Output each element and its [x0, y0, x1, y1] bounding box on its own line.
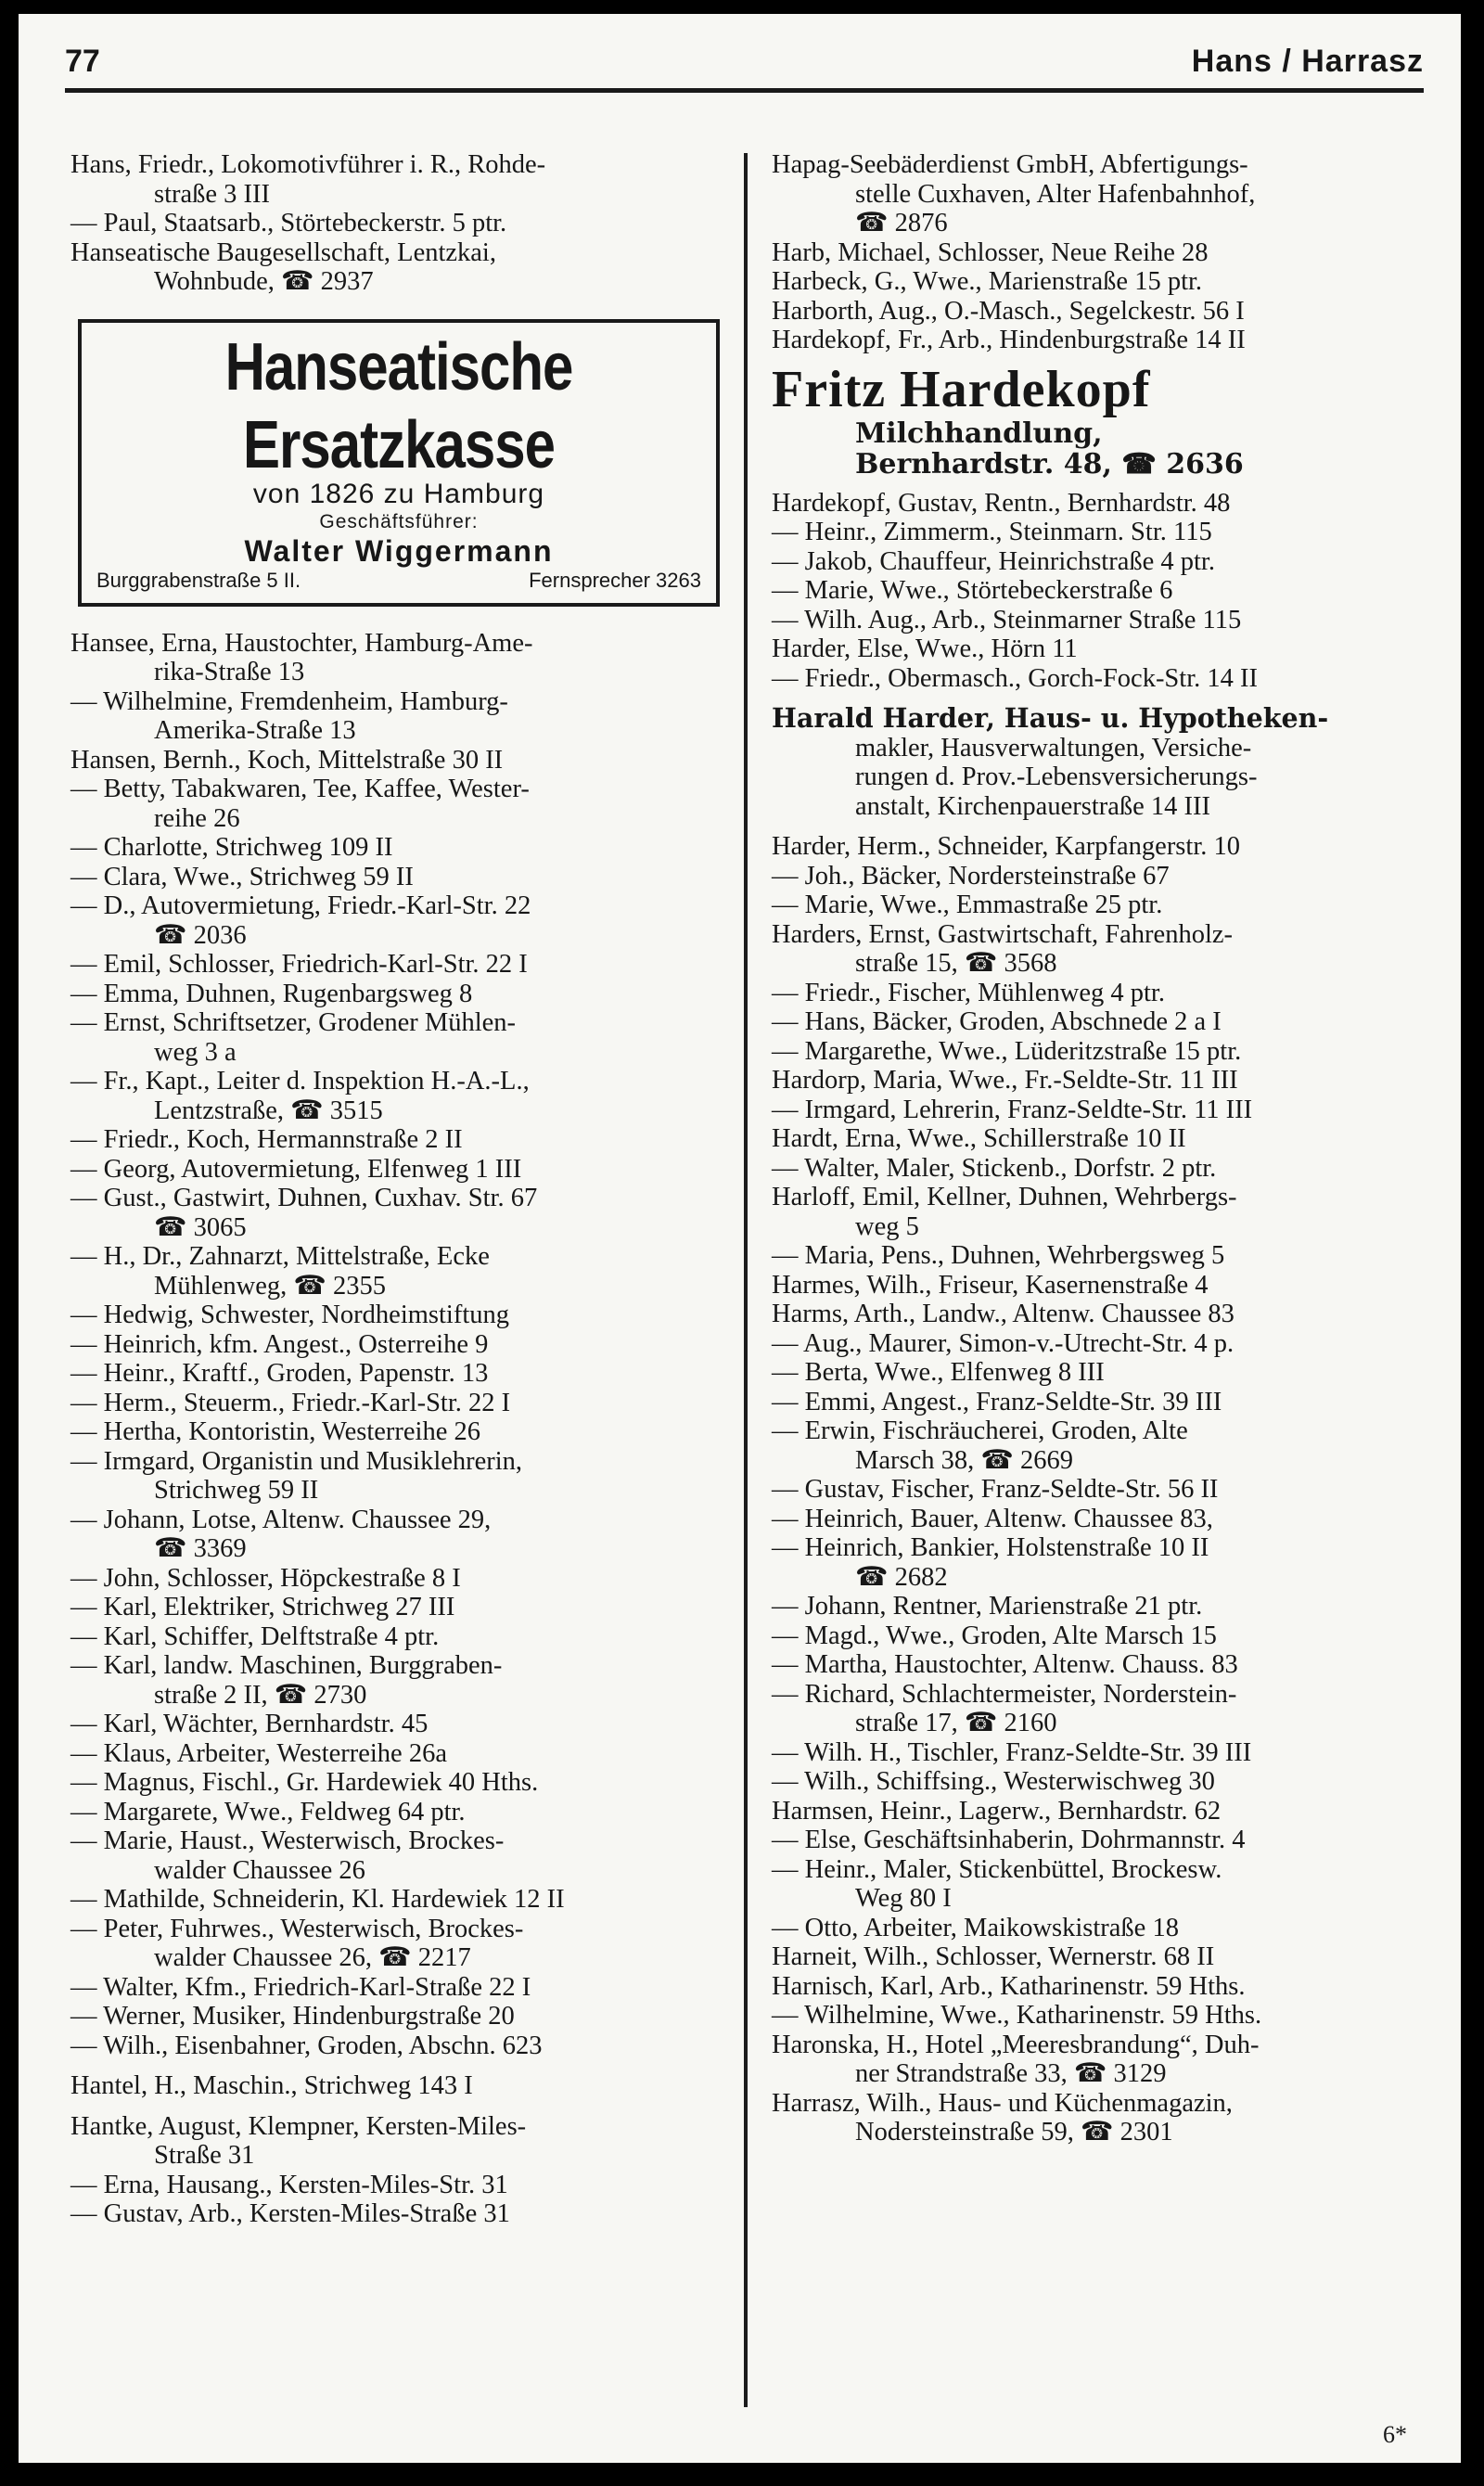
- directory-entry: [70, 238, 748, 297]
- entry-line: — Klaus, Arbeiter, Westerreihe 26a: [70, 1738, 447, 1768]
- directory-entry: [70, 1768, 748, 1798]
- entry-line: — Ernst, Schriftsetzer, Grodener Mühlen-: [70, 1008, 517, 1037]
- entry-line: Haronska, H., Hotel „Meeresbrandung“, Duh-: [772, 2030, 1260, 2059]
- entry-line: Hansen, Bernh., Koch, Mittelstraße 30 II: [70, 745, 504, 775]
- entry-continuation-line: Strichweg 59 II: [154, 1476, 319, 1505]
- directory-entry: [70, 1067, 748, 1125]
- directory-entry: [70, 833, 748, 863]
- directory-entry: [70, 1973, 748, 2003]
- directory-entry: [772, 1300, 1428, 1329]
- entry-line: — Heinr., Maler, Stickenbüttel, Brockesw.: [772, 1854, 1222, 1884]
- entry-continuation-line: Marsch 38, ☎ 2669: [855, 1445, 1073, 1475]
- directory-entry: [772, 606, 1428, 635]
- directory-entry: [772, 1738, 1428, 1768]
- signature-mark: 6*: [1383, 2421, 1407, 2448]
- entry-line: — Fr., Kapt., Leiter d. Inspektion H.-A.-L.,: [70, 1067, 530, 1096]
- entry-line: — Betty, Tabakwaren, Tee, Kaffee, Wester-: [70, 775, 530, 803]
- ad-fritz-business: Milchhandlung,: [855, 416, 1103, 450]
- directory-entry: [70, 1651, 748, 1710]
- entry-line: — Irmgard, Organistin und Musiklehrerin,: [70, 1446, 523, 1476]
- entry-line: Hantel, H., Maschin., Strichweg 143 I: [70, 2071, 473, 2100]
- entry-line: — Martha, Haustochter, Altenw. Chauss. 83: [772, 1650, 1238, 1679]
- ad-address: Burggrabenstraße 5 II.: [96, 568, 301, 592]
- directory-entry: [772, 1475, 1428, 1505]
- directory-entry: [772, 1592, 1428, 1621]
- entry-continuation-line: ☎ 2036: [154, 920, 247, 950]
- entry-continuation-line: ☎ 3369: [154, 1534, 247, 1563]
- directory-entry: [70, 1915, 748, 1973]
- directory-entry: [70, 980, 748, 1009]
- entry-line: — Erna, Hausang., Kersten-Miles-Str. 31: [70, 2170, 508, 2199]
- directory-entry: [772, 1096, 1428, 1125]
- directory-entry: [772, 979, 1428, 1008]
- directory-entry: [772, 1154, 1428, 1184]
- entry-line: Harloff, Emil, Kellner, Duhnen, Wehrbergs-: [772, 1183, 1237, 1211]
- entry-line: — Johann, Lotse, Altenw. Chaussee 29,: [70, 1505, 492, 1534]
- entry-line: Harmsen, Heinr., Lagerw., Bernhardstr. 62: [772, 1796, 1222, 1826]
- advertisement-hanseatische-ersatzkasse: [78, 319, 720, 607]
- ad-contact-row: [96, 568, 701, 594]
- entry-line: Hardekopf, Fr., Arb., Hindenburgstraße 14 II: [772, 326, 1246, 354]
- directory-entry: [70, 1330, 748, 1360]
- entry-line: — Joh., Bäcker, Nordersteinstraße 67: [772, 861, 1170, 891]
- directory-entry: [70, 629, 748, 687]
- entry-gap: [70, 2060, 748, 2071]
- entry-line: — Maria, Pens., Duhnen, Wehrbergsweg 5: [772, 1241, 1225, 1270]
- entry-line: — Wilh., Schiffsing., Westerwischweg 30: [772, 1767, 1215, 1796]
- directory-entry: [772, 547, 1428, 577]
- entry-line: — Erwin, Fischräucherei, Groden, Alte: [772, 1416, 1188, 1445]
- directory-entry: [772, 1388, 1428, 1417]
- entry-line: — D., Autovermietung, Friedr.-Karl-Str. 22: [70, 891, 531, 920]
- entry-line: Harder, Herm., Schneider, Karpfangerstr. 10: [772, 832, 1240, 861]
- entry-line: Hapag-Seebäderdienst GmbH, Abfertigungs-: [772, 150, 1248, 179]
- entry-line: — Margarethe, Wwe., Lüderitzstraße 15 ptr.: [772, 1036, 1242, 1066]
- entry-line: — H., Dr., Zahnarzt, Mittelstraße, Ecke: [70, 1242, 490, 1271]
- directory-entry: [70, 1155, 748, 1185]
- entry-continuation-line: Mühlenweg, ☎ 2355: [154, 1271, 387, 1301]
- entry-line: — Walter, Kfm., Friedrich-Karl-Straße 22 I: [70, 1972, 531, 2002]
- entry-line: — Heinrich, Bauer, Altenw. Chaussee 83,: [772, 1504, 1213, 1533]
- directory-entry: [772, 326, 1428, 355]
- directory-entry: [772, 704, 1428, 821]
- directory-entry: [70, 746, 748, 775]
- entry-gap: [772, 821, 1428, 832]
- ad-title: Hanseatische Ersatzkasse: [224, 328, 573, 482]
- entry-line: — Jakob, Chauffeur, Heinrichstraße 4 ptr.: [772, 546, 1215, 576]
- entry-continuation-line: ☎ 2876: [855, 209, 948, 237]
- directory-entry: [772, 238, 1428, 268]
- directory-entry: [772, 489, 1428, 519]
- entry-line: Harneit, Wilh., Schlosser, Wernerstr. 68 II: [772, 1942, 1215, 1971]
- entry-line: — Hedwig, Schwester, Nordheimstiftung: [70, 1301, 509, 1329]
- entry-line: — Karl, Schiffer, Delftstraße 4 ptr.: [70, 1621, 440, 1651]
- entry-line: — Margarete, Wwe., Feldweg 64 ptr.: [70, 1797, 466, 1826]
- ad-fritz-name: Fritz Hardekopf: [772, 360, 1151, 418]
- directory-entry: [70, 1798, 748, 1827]
- directory-entry: [70, 2071, 748, 2101]
- right-column-entries: [772, 489, 1428, 2147]
- entry-line: — Friedr., Koch, Hermannstraße 2 II: [70, 1125, 463, 1154]
- entry-line: — Marie, Wwe., Störtebeckerstraße 6: [772, 576, 1173, 605]
- entry-line: — Heinrich, Bankier, Holstenstraße 10 II: [772, 1533, 1209, 1562]
- directory-entry: [772, 1942, 1428, 1972]
- entry-continuation-line: Weg 80 I: [855, 1884, 952, 1913]
- entry-line: — Richard, Schlachtermeister, Norderstein-: [772, 1679, 1237, 1709]
- right-column-top-entries: [772, 150, 1428, 355]
- directory-entry: [772, 1533, 1428, 1592]
- directory-entry: [772, 1680, 1428, 1738]
- directory-entry: [772, 150, 1428, 238]
- left-column-entries: [70, 629, 748, 2229]
- entry-line: Hans, Friedr., Lokomotivführer i. R., Rohde-: [70, 150, 546, 179]
- directory-entry: [772, 862, 1428, 891]
- directory-entry: [70, 150, 748, 209]
- entry-line: Harmes, Wilh., Friseur, Kasernenstraße 4: [772, 1270, 1209, 1300]
- entry-line: — Marie, Haust., Westerwisch, Brockes-: [70, 1826, 505, 1855]
- entry-line: — Emmi, Angest., Franz-Seldte-Str. 39 III: [772, 1387, 1222, 1416]
- directory-entry: [772, 832, 1428, 862]
- directory-entry: [772, 2031, 1428, 2089]
- entry-continuation-line: walder Chaussee 26: [154, 1855, 365, 1885]
- entry-line: Hardekopf, Gustav, Rentn., Bernhardstr. 48: [772, 488, 1231, 518]
- entry-line: — Heinr., Zimmerm., Steinmarn. Str. 115: [772, 518, 1212, 546]
- entry-continuation-line: Amerika-Straße 13: [154, 716, 356, 745]
- directory-entry: [772, 1241, 1428, 1271]
- entry-line: Hantke, August, Klempner, Kersten-Miles-: [70, 2111, 527, 2141]
- ad-subtitle: von 1826 zu Hamburg: [252, 478, 545, 509]
- entry-line: — Otto, Arbeiter, Maikowskistraße 18: [772, 1913, 1179, 1942]
- directory-entry: [772, 1972, 1428, 2002]
- entry-continuation-line: Nodersteinstraße 59, ☎ 2301: [855, 2118, 1173, 2146]
- entry-line: — Friedr., Fischer, Mühlenweg 4 ptr.: [772, 978, 1165, 1007]
- entry-line: — Heinrich, kfm. Angest., Osterreihe 9: [70, 1329, 489, 1359]
- entry-line: — Hertha, Kontoristin, Westerreihe 26: [70, 1417, 480, 1446]
- entry-continuation-line: walder Chaussee 26, ☎ 2217: [154, 1943, 471, 1972]
- left-column-top-entries: [70, 150, 748, 297]
- directory-page: [19, 14, 1461, 2463]
- directory-entry: [70, 1564, 748, 1594]
- directory-entry: [772, 2001, 1428, 2031]
- directory-entry: [70, 1184, 748, 1242]
- directory-entry: [70, 1885, 748, 1915]
- entry-continuation-line: makler, Hausverwaltungen, Versiche-: [855, 733, 1252, 762]
- entry-line: — Gust., Gastwirt, Duhnen, Cuxhav. Str. 67: [70, 1184, 538, 1212]
- entry-line: — Berta, Wwe., Elfenweg 8 III: [772, 1358, 1105, 1387]
- directory-entry: [70, 1008, 748, 1067]
- directory-entry: [772, 664, 1428, 694]
- directory-entry: [70, 2031, 748, 2061]
- page-number: 77: [65, 44, 100, 79]
- directory-entry: [70, 775, 748, 833]
- directory-entry: [70, 1593, 748, 1622]
- directory-entry: [772, 1358, 1428, 1388]
- entry-line: Hardorp, Maria, Wwe., Fr.-Seldte-Str. 11 III: [772, 1066, 1238, 1095]
- entry-line: — Herm., Steuerm., Friedr.-Karl-Str. 22 I: [70, 1388, 511, 1417]
- directory-entry: [70, 2199, 748, 2229]
- directory-entry: [772, 634, 1428, 664]
- entry-line: — Wilh. H., Tischler, Franz-Seldte-Str. 39 III: [772, 1737, 1252, 1767]
- directory-entry: [70, 1739, 748, 1769]
- directory-entry: [772, 1767, 1428, 1797]
- entry-line: — Clara, Wwe., Strichweg 59 II: [70, 862, 414, 891]
- entry-continuation-line: straße 2 II, ☎ 2730: [154, 1680, 367, 1710]
- entry-line: — Aug., Maurer, Simon-v.-Utrecht-Str. 4 p.: [772, 1328, 1235, 1358]
- entry-continuation-line: stelle Cuxhaven, Alter Hafenbahnhof,: [855, 179, 1256, 209]
- directory-entry: [70, 1417, 748, 1447]
- directory-entry: [70, 687, 748, 746]
- entry-line: — Else, Geschäftsinhaberin, Dohrmannstr. 4: [772, 1826, 1246, 1854]
- entry-line: — Peter, Fuhrwes., Westerwisch, Brockes-: [70, 1914, 524, 1943]
- entry-continuation-line: Straße 31: [154, 2141, 255, 2170]
- directory-entry: [70, 1447, 748, 1506]
- directory-entry: [70, 1622, 748, 1652]
- entry-line: — Georg, Autovermietung, Elfenweg 1 III: [70, 1154, 522, 1184]
- directory-entry: [70, 1389, 748, 1418]
- directory-entry: [772, 576, 1428, 606]
- directory-entry: [772, 267, 1428, 297]
- entry-line: — Charlotte, Strichweg 109 II: [70, 833, 393, 862]
- entry-continuation-line: weg 5: [855, 1211, 919, 1241]
- entry-line: Hanseatische Baugesellschaft, Lentzkai,: [70, 237, 496, 267]
- entry-line: — Walter, Maler, Stickenb., Dorfstr. 2 ptr.: [772, 1153, 1217, 1183]
- directory-entry: [772, 1914, 1428, 1943]
- entry-line: — Mathilde, Schneiderin, Kl. Hardewiek 12 II: [70, 1885, 565, 1914]
- directory-entry: [70, 1301, 748, 1330]
- entry-line: — Johann, Rentner, Marienstraße 21 ptr.: [772, 1592, 1203, 1621]
- ad-fritz-address: Bernhardstr. 48, ☎ 2636: [855, 447, 1244, 481]
- entry-line: Harder, Else, Wwe., Hörn 11: [772, 634, 1078, 663]
- ad-role: Geschäftsführer:: [319, 510, 479, 532]
- running-head: Hans / Harrasz: [1191, 44, 1424, 79]
- directory-entry: [70, 1710, 748, 1739]
- entry-continuation-line: rika-Straße 13: [154, 658, 305, 686]
- directory-entry: [772, 1621, 1428, 1651]
- directory-entry: [70, 1506, 748, 1564]
- directory-entry: [772, 1505, 1428, 1534]
- entry-line: Harald Harder, Haus- u. Hypotheken-: [772, 702, 1329, 734]
- entry-continuation-line: weg 3 a: [154, 1037, 237, 1067]
- entry-line: — Paul, Staatsarb., Störtebeckerstr. 5 ptr.: [70, 209, 507, 237]
- directory-entry: [70, 2002, 748, 2031]
- entry-line: — Wilhelmine, Fremdenheim, Hamburg-: [70, 686, 508, 716]
- entry-line: — Magd., Wwe., Groden, Alte Marsch 15: [772, 1621, 1217, 1650]
- entry-line: — Gustav, Fischer, Franz-Seldte-Str. 56 II: [772, 1475, 1219, 1504]
- left-column: [70, 150, 748, 2229]
- entry-line: — Wilhelmine, Wwe., Katharinenstr. 59 Hths.: [772, 2001, 1262, 2030]
- directory-entry: [70, 863, 748, 892]
- directory-entry: [772, 920, 1428, 979]
- directory-entry: [772, 297, 1428, 327]
- entry-line: — Emma, Duhnen, Rugenbargsweg 8: [70, 979, 473, 1008]
- entry-continuation-line: ☎ 2682: [855, 1562, 948, 1592]
- entry-continuation-line: straße 3 III: [154, 179, 271, 209]
- entry-line: Harms, Arth., Landw., Altenw. Chaussee 83: [772, 1300, 1235, 1328]
- directory-entry: [70, 1826, 748, 1885]
- directory-entry: [772, 1329, 1428, 1359]
- entry-line: — Gustav, Arb., Kersten-Miles-Straße 31: [70, 2199, 510, 2228]
- entry-line: Harborth, Aug., O.-Masch., Segelckestr. 56 I: [772, 296, 1245, 326]
- entry-line: — Hans, Bäcker, Groden, Abschnede 2 a I: [772, 1007, 1222, 1036]
- entry-line: — Wilh. Aug., Arb., Steinmarner Straße 115: [772, 605, 1242, 634]
- directory-entry: [70, 1125, 748, 1155]
- entry-line: — Irmgard, Lehrerin, Franz-Seldte-Str. 11 III: [772, 1095, 1253, 1124]
- directory-entry: [772, 2089, 1428, 2147]
- ad-manager-name: Walter Wiggermann: [244, 533, 554, 568]
- directory-entry: [772, 1826, 1428, 1855]
- directory-entry: [772, 1650, 1428, 1680]
- entry-line: Harb, Michael, Schlosser, Neue Reihe 28: [772, 237, 1209, 267]
- entry-line: Harbeck, G., Wwe., Marienstraße 15 ptr.: [772, 267, 1203, 296]
- entry-line: — Wilh., Eisenbahner, Groden, Abschn. 623: [70, 2031, 543, 2060]
- ad-phone: Fernsprecher 3263: [529, 568, 701, 592]
- entry-line: — Werner, Musiker, Hindenburgstraße 20: [70, 2002, 515, 2031]
- directory-entry: [70, 2112, 748, 2171]
- entry-line: — Karl, Wächter, Bernhardstr. 45: [70, 1710, 429, 1738]
- entry-continuation-line: straße 17, ☎ 2160: [855, 1709, 1057, 1737]
- entry-line: — Karl, Elektriker, Strichweg 27 III: [70, 1593, 455, 1621]
- entry-line: — Marie, Wwe., Emmastraße 25 ptr.: [772, 891, 1163, 919]
- directory-entry: [772, 1183, 1428, 1241]
- directory-entry: [70, 2171, 748, 2200]
- entry-continuation-line: anstalt, Kirchenpauerstraße 14 III: [855, 791, 1210, 821]
- entry-continuation-line: Lentzstraße, ☎ 3515: [154, 1096, 383, 1125]
- directory-entry: [70, 209, 748, 238]
- entry-line: — Heinr., Kraftf., Groden, Papenstr. 13: [70, 1359, 489, 1388]
- advertisement-fritz-hardekopf: [772, 361, 1428, 480]
- entry-line: — Magnus, Fischl., Gr. Hardewiek 40 Hths.: [70, 1768, 539, 1797]
- entry-continuation-line: ☎ 3065: [154, 1212, 247, 1242]
- directory-entry: [772, 1124, 1428, 1154]
- entry-continuation-line: reihe 26: [154, 803, 240, 833]
- directory-entry: [772, 1855, 1428, 1914]
- entry-line: Harrasz, Wilh., Haus- und Küchenmagazin,: [772, 2088, 1233, 2118]
- directory-entry: [70, 891, 748, 950]
- directory-entry: [70, 950, 748, 980]
- entry-line: Hardt, Erna, Wwe., Schillerstraße 10 II: [772, 1124, 1186, 1153]
- directory-entry: [772, 891, 1428, 920]
- entry-line: — Karl, landw. Maschinen, Burggraben-: [70, 1651, 503, 1680]
- page-header: [65, 44, 1424, 93]
- entry-line: Hansee, Erna, Haustochter, Hamburg-Ame-: [70, 628, 533, 658]
- right-column: [772, 150, 1428, 2147]
- entry-gap: [70, 2101, 748, 2112]
- entry-line: — Emil, Schlosser, Friedrich-Karl-Str. 22 I: [70, 950, 528, 979]
- directory-entry: [772, 518, 1428, 547]
- directory-entry: [70, 1359, 748, 1389]
- entry-line: — Friedr., Obermasch., Gorch-Fock-Str. 14 II: [772, 663, 1258, 693]
- directory-entry: [70, 1242, 748, 1301]
- entry-line: Harnisch, Karl, Arb., Katharinenstr. 59 Hths.: [772, 1971, 1246, 2001]
- directory-entry: [772, 1416, 1428, 1475]
- entry-line: — John, Schlosser, Höpckestraße 8 I: [70, 1563, 461, 1593]
- entry-continuation-line: rungen d. Prov.-Lebensversicherungs-: [855, 762, 1258, 791]
- directory-entry: [772, 1066, 1428, 1096]
- entry-continuation-line: Wohnbude, ☎ 2937: [154, 267, 374, 296]
- directory-entry: [772, 1037, 1428, 1067]
- directory-entry: [772, 1007, 1428, 1037]
- directory-entry: [772, 1797, 1428, 1826]
- entry-continuation-line: ner Strandstraße 33, ☎ 3129: [855, 2059, 1167, 2088]
- directory-entry: [772, 1271, 1428, 1301]
- entry-line: Harders, Ernst, Gastwirtschaft, Fahrenholz-: [772, 919, 1234, 949]
- entry-continuation-line: straße 15, ☎ 3568: [855, 949, 1057, 978]
